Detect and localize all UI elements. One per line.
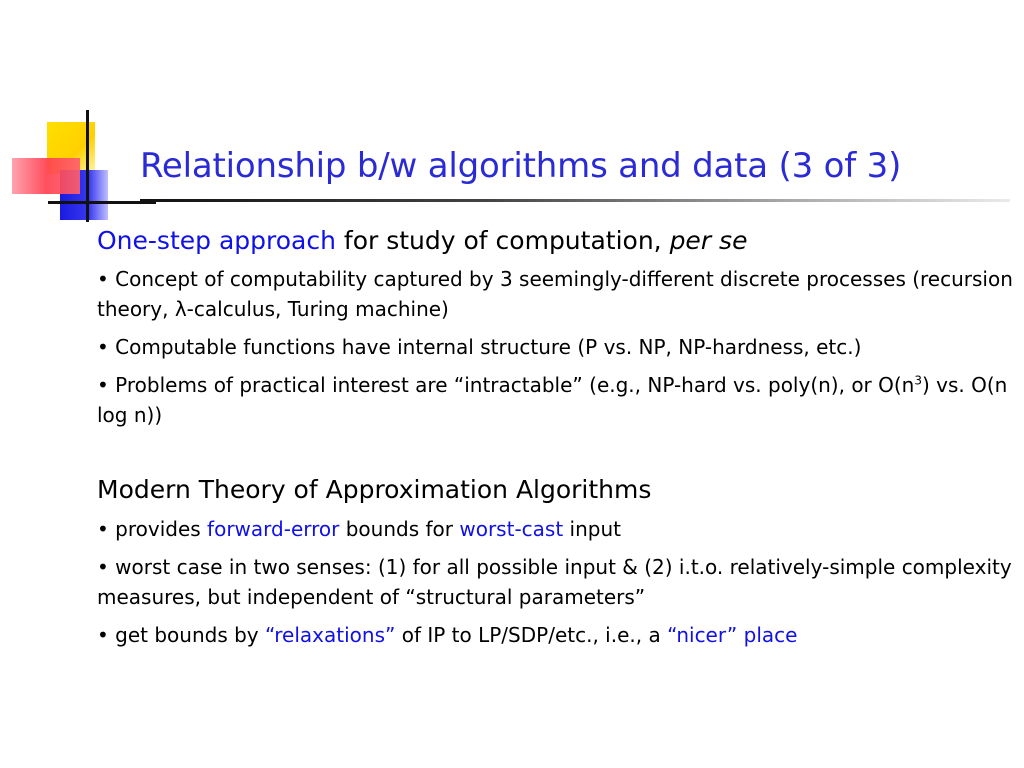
section2-bullet-1 [97, 514, 1017, 544]
section2-bullet-1-part-a: • provides [97, 516, 208, 541]
section1-heading-highlight: One-step approach [97, 226, 336, 255]
section2-bullet-2: • worst case in two senses: (1) for all possible input & (2) i.t.o. relatively-simple complexity measures, but independent of “structural parameters” [97, 554, 1012, 609]
red-square-decoration [12, 158, 80, 194]
section2-bullet-3 [97, 620, 1017, 650]
relaxations-highlight: “relaxations” [265, 622, 396, 647]
forward-error-highlight: forward-error [207, 516, 340, 541]
section2-bullet-1-part-b: bounds for [339, 516, 460, 541]
section1-bullet-3-part-b: ) vs. O(n log n)) [97, 373, 1008, 428]
section1-bullet-3 [97, 370, 1017, 430]
section1-heading [97, 225, 1017, 256]
section1-bullet-1: • Concept of computability captured by 3 seemingly-different discrete processes (recursion theory, λ-calculus, Turing machine) [97, 267, 1013, 322]
section2-bullet-3-part-a: • get bounds by [97, 622, 265, 647]
section1-bullet-3-part-a: • Problems of practical interest are “intractable” (e.g., NP-hard vs. poly(n), or O(n [97, 373, 915, 398]
slide-body [97, 225, 1017, 650]
vertical-line-decoration [86, 110, 89, 222]
section2-heading: Modern Theory of Approximation Algorithms [97, 475, 652, 505]
title-underline [140, 199, 1010, 202]
section2-bullet-1-part-c: input [563, 516, 621, 541]
nicer-place-highlight: “nicer” place [667, 622, 798, 647]
worst-cast-highlight: worst-cast [459, 516, 564, 541]
section1-bullet-2: • Computable functions have internal structure (P vs. NP, NP-hardness, etc.) [97, 335, 862, 360]
section1-heading-italic: per se [669, 226, 748, 255]
superscript-exponent: 3 [914, 373, 922, 388]
slide-title: Relationship b/w algorithms and data (3 of 3) [140, 146, 902, 186]
section2-bullet-3-part-b: of IP to LP/SDP/etc., i.e., a [395, 622, 668, 647]
section1-heading-text: for study of computation, [335, 226, 670, 255]
slide-logo-decoration [0, 100, 160, 230]
